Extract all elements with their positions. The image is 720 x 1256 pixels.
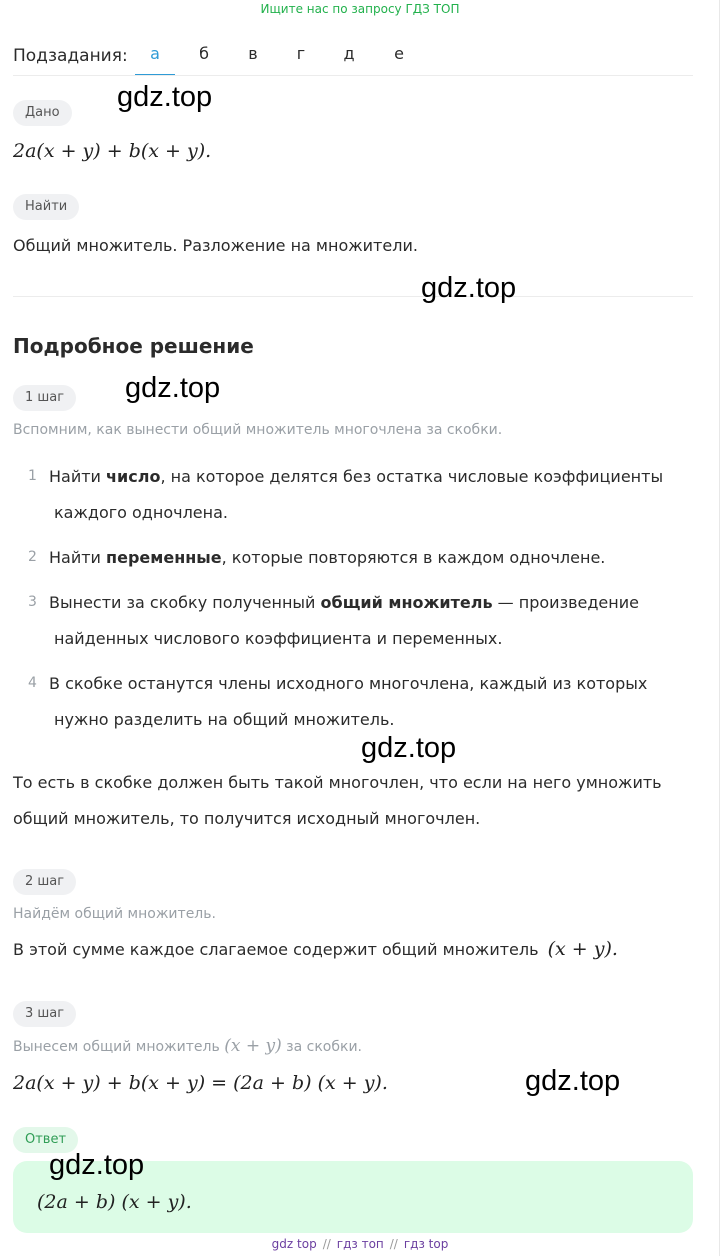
- list-item-text: Вынести за скобку полученный: [49, 593, 321, 612]
- solution-title: Подробное решение: [13, 334, 254, 358]
- footer-link[interactable]: gdz top: [271, 1237, 317, 1251]
- step2-intro: Найдём общий множитель.: [13, 906, 216, 922]
- list-item: [28, 585, 688, 657]
- answer-badge: Ответ: [13, 1127, 78, 1153]
- given-badge: Дано: [13, 100, 72, 126]
- tab-b[interactable]: б: [199, 44, 209, 63]
- step3-intro-text: за скобки.: [286, 1039, 363, 1055]
- search-banner[interactable]: Ищите нас по запросу ГДЗ ТОП: [260, 2, 460, 16]
- summary-line: общий множитель, то получится исходный многочлен.: [13, 809, 481, 828]
- step3-intro-text: Вынесем общий множитель: [13, 1039, 220, 1055]
- tab-e[interactable]: е: [394, 44, 404, 63]
- list-item-text: В скобке останутся члены исходного многочлена, каждый из которых: [49, 674, 648, 693]
- list-item-number: 3: [28, 594, 37, 610]
- footer-link[interactable]: гдз топ: [336, 1237, 384, 1251]
- list-item-number: 2: [28, 549, 37, 565]
- list-item-text: нужно разделить на общий множитель.: [54, 710, 395, 729]
- list-item-text: Найти: [49, 467, 107, 486]
- watermark: gdz.top: [525, 1065, 621, 1097]
- tab-a[interactable]: а: [135, 44, 175, 76]
- given-expression: 2a(x + y) + b(x + y).: [13, 140, 212, 162]
- step3-expression: 2a(x + y) + b(x + y) = (2a + b) (x + y).: [13, 1072, 388, 1094]
- list-item-text: каждого одночлена.: [54, 503, 228, 522]
- list-item-text: найденных числового коэффициента и переменных.: [54, 629, 503, 648]
- tab-g[interactable]: г: [296, 44, 306, 63]
- step1-summary: [13, 765, 662, 837]
- section-divider: [13, 296, 693, 297]
- list-item-text: Найти: [49, 548, 107, 567]
- step1-intro: Вспомним, как вынести общий множитель многочлена за скобки.: [13, 422, 503, 438]
- tab-d[interactable]: д: [343, 44, 355, 63]
- watermark: gdz.top: [125, 372, 221, 404]
- footer-links: [0, 1237, 720, 1251]
- list-item: [28, 540, 688, 576]
- tabs-divider: [13, 75, 693, 76]
- watermark: gdz.top: [117, 81, 213, 113]
- list-item-bold: число: [106, 467, 161, 486]
- step3-intro-expression: (x + y): [224, 1036, 282, 1056]
- watermark: gdz.top: [421, 272, 517, 304]
- list-item-number: 4: [28, 675, 37, 691]
- step3-badge: 3 шаг: [13, 1001, 76, 1027]
- list-item-number: 1: [28, 468, 37, 484]
- step2-expression: (x + y).: [547, 938, 618, 960]
- step2-text: В этой сумме каждое слагаемое содержит общий множитель: [13, 940, 539, 959]
- list-item-text: , которые повторяются в каждом одночлене.: [221, 548, 606, 567]
- summary-line: То есть в скобке должен быть такой многочлен, что если на него умножить: [13, 773, 662, 792]
- list-item-text: — произведение: [492, 593, 639, 612]
- step2-badge: 2 шаг: [13, 869, 76, 895]
- step2-statement: [13, 938, 618, 960]
- tab-v[interactable]: в: [248, 44, 258, 63]
- watermark: gdz.top: [49, 1149, 145, 1181]
- find-badge: Найти: [13, 194, 79, 220]
- footer-link[interactable]: гдз top: [403, 1237, 449, 1251]
- footer-separator: //: [322, 1237, 331, 1251]
- step1-badge: 1 шаг: [13, 385, 76, 411]
- find-text: Общий множитель. Разложение на множители.: [13, 236, 418, 255]
- list-item-text: , на которое делятся без остатка числовые коэффициенты: [160, 467, 664, 486]
- footer-separator: //: [389, 1237, 398, 1251]
- list-item-bold: общий множитель: [320, 593, 493, 612]
- watermark: gdz.top: [361, 732, 457, 764]
- list-item: [28, 459, 688, 531]
- list-item-bold: переменные: [106, 548, 222, 567]
- answer-expression: (2a + b) (x + y).: [37, 1191, 192, 1213]
- subtasks-label: Подзадания:: [13, 46, 128, 66]
- step3-intro: [13, 1036, 362, 1056]
- list-item: [28, 666, 688, 738]
